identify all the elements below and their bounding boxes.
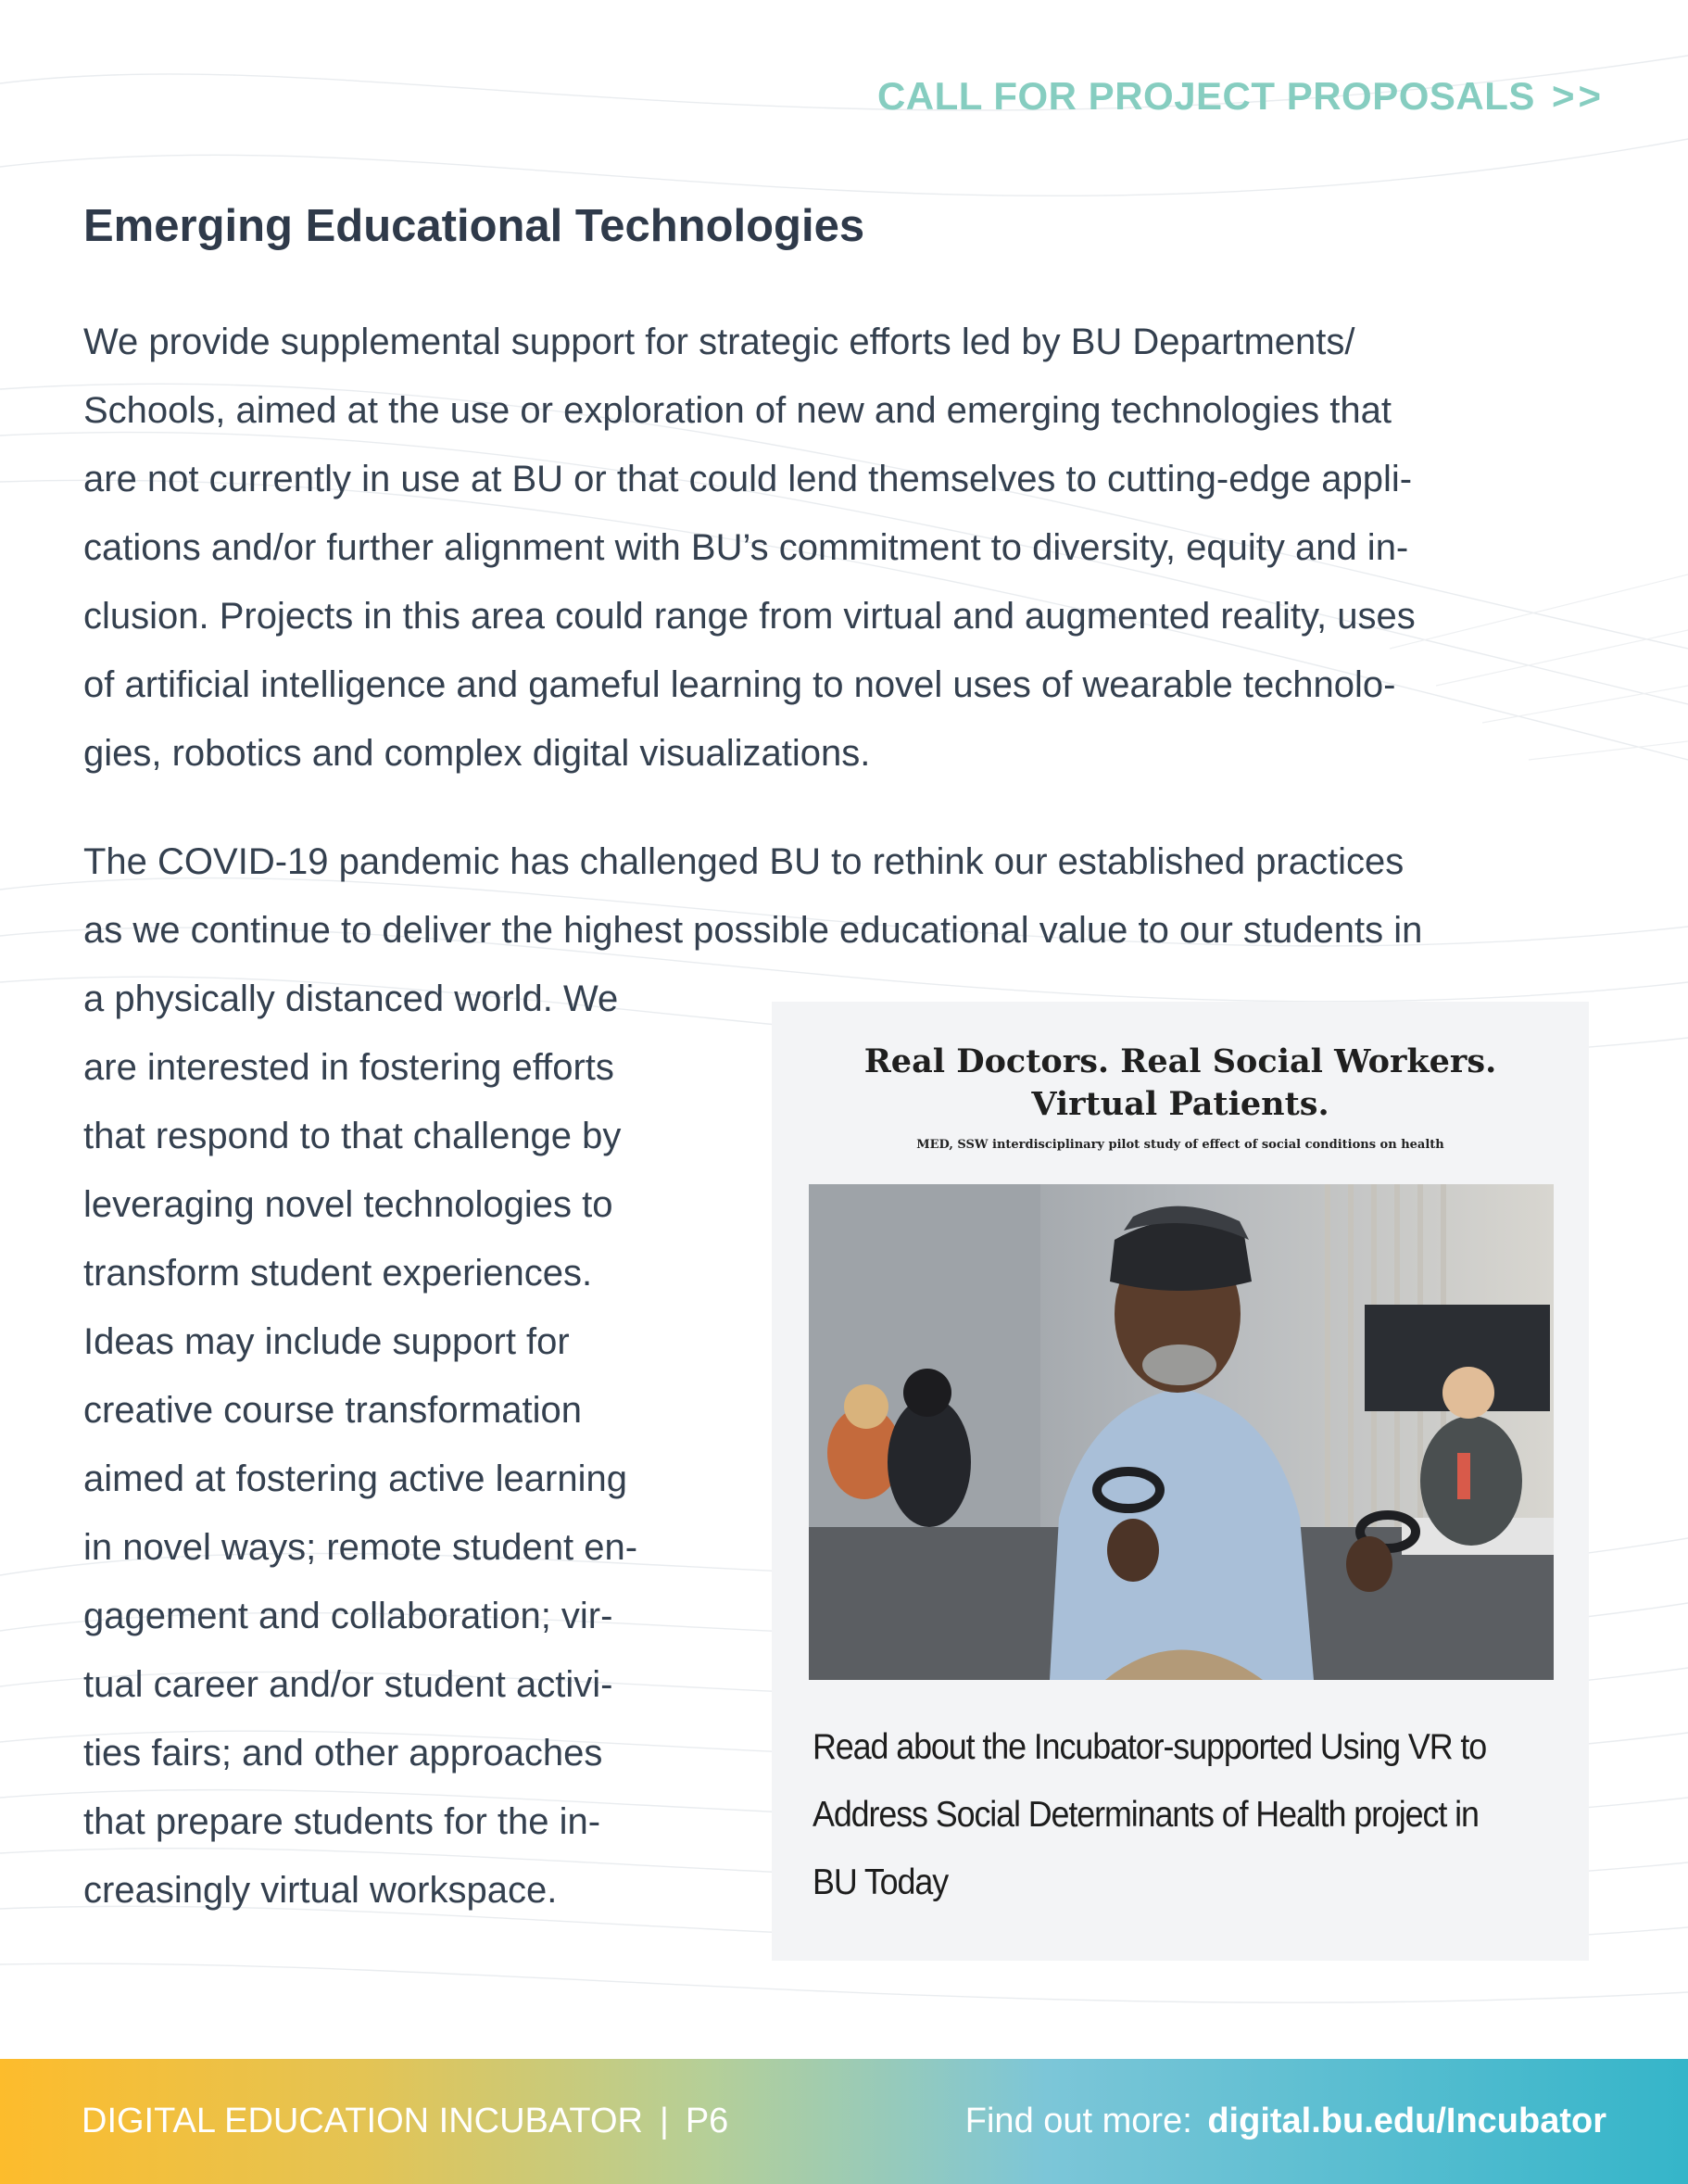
- paragraph-line: cations and/or further alignment with BU’s commitment to diversity, equity and in-: [83, 527, 1409, 568]
- paragraph-line: gagement and collaboration; vir-: [83, 1596, 613, 1636]
- footer-separator: |: [659, 2102, 669, 2140]
- paragraph-line: that prepare students for the in-: [83, 1801, 601, 1842]
- caption-line: BU Today: [813, 1862, 949, 1902]
- footer-program-name: DIGITAL EDUCATION INCUBATOR: [82, 2102, 643, 2140]
- paragraph-line: ties fairs; and other approaches: [83, 1733, 603, 1774]
- paragraph-line: We provide supplemental support for strategic efforts led by BU Departments/: [83, 322, 1355, 362]
- article-headline-line: Real Doctors. Real Social Workers.: [863, 1042, 1497, 1080]
- article-subheadline: MED, SSW interdisciplinary pilot study of effect of social conditions on health: [916, 1138, 1444, 1152]
- call-for-proposals-link[interactable]: [877, 74, 1605, 119]
- paragraph-line: creasingly virtual workspace.: [83, 1870, 558, 1911]
- paragraph-line: as we continue to deliver the highest possible educational value to our students in: [83, 910, 1423, 951]
- paragraph-line: creative course transformation: [83, 1390, 583, 1431]
- footer-page-number: P6: [685, 2102, 729, 2140]
- footer-find-out-more: [965, 2102, 1606, 2141]
- vr-headset-photo-icon: [809, 1184, 1554, 1680]
- paragraph-line: of artificial intelligence and gameful learning to novel uses of wearable technolo-: [83, 664, 1396, 705]
- double-chevron-right-icon: >>: [1551, 74, 1605, 118]
- page-title: Emerging Educational Technologies: [83, 201, 865, 251]
- paragraph-line: that respond to that challenge by: [83, 1116, 622, 1156]
- paragraph-line: aimed at fostering active learning: [83, 1458, 627, 1499]
- paragraph-line: transform student experiences.: [83, 1253, 593, 1294]
- find-out-more-label: Find out more:: [964, 2102, 1192, 2140]
- article-caption-link[interactable]: [813, 1713, 1494, 1916]
- call-for-proposals-label: CALL FOR PROJECT PROPOSALS: [876, 74, 1535, 118]
- paragraph-line: clusion. Projects in this area could range from virtual and augmented reality, uses: [83, 596, 1416, 637]
- article-headline-line: Virtual Patients.: [1031, 1085, 1329, 1123]
- bu-today-article-card[interactable]: [772, 1002, 1589, 1961]
- paragraph-line: Schools, aimed at the use or exploration of new and emerging technologies that: [83, 390, 1392, 431]
- article-headline: [772, 1041, 1589, 1126]
- paragraph-line: tual career and/or student activi-: [83, 1664, 613, 1705]
- footer-bar: [0, 2059, 1688, 2184]
- paragraph-line: are interested in fostering efforts: [83, 1047, 614, 1088]
- caption-line: Address Social Determinants of Health project in: [813, 1795, 1479, 1835]
- footer-program-info: [82, 2102, 728, 2141]
- incubator-url-link[interactable]: digital.bu.edu/Incubator: [1207, 2102, 1606, 2140]
- paragraph-line: The COVID-19 pandemic has challenged BU to rethink our established practices: [83, 841, 1405, 882]
- paragraph-line: in novel ways; remote student en-: [83, 1527, 638, 1568]
- paragraph-line: are not currently in use at BU or that could lend themselves to cutting-edge appli-: [83, 459, 1413, 499]
- paragraph-line: Ideas may include support for: [83, 1321, 570, 1362]
- intro-paragraph: [83, 308, 1416, 788]
- paragraph-line: leveraging novel technologies to: [83, 1184, 613, 1225]
- paragraph-line: gies, robotics and complex digital visualizations.: [83, 733, 871, 774]
- caption-line: Read about the Incubator-supported Using VR to: [813, 1727, 1487, 1767]
- paragraph-line: a physically distanced world. We: [83, 978, 619, 1019]
